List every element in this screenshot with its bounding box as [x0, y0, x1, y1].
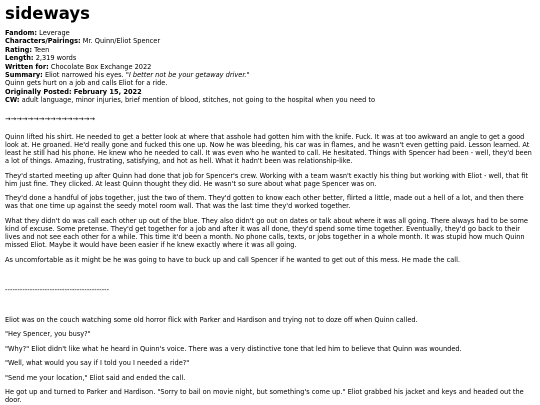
story-paragraph: Quinn lifted his shirt. He needed to get a better look at where that asshole had gotten him with the knife. Fuck. It was at too awkward an angle to get a good look at. He groaned. He'd really gone and fucked this one up. Now he was bleeding, his car was in flames, and he wasn't even getting paid. Lesson learned. At least he still had his phone. He knew who he needed to call. It was even who he wanted to call. He hesitated. Things with Spencer had been - well, they'd been a lot of things. Amazing, frustrating, satisfying, and hot as hell. What it hadn't been was relationship-like. — [5, 132, 532, 166]
story-body-part1 — [5, 133, 535, 264]
story-paragraph: "Hey Spencer, you busy?" — [5, 330, 91, 339]
story-body-part2 — [5, 316, 535, 404]
meta-length: Length: 2,319 words — [5, 54, 77, 63]
story-paragraph: They'd done a handful of jobs together, just the two of them. They'd gotten to know each other better, flirted a little, made out a hell of a lot, and then there was that one time up against the seedy motel room wall. That was the last time they'd worked together. — [5, 194, 524, 211]
meta-rating: Rating: Teen — [5, 45, 50, 54]
story-paragraph: "Why?" Eliot didn't like what he heard in Quinn's voice. There was a very distinctive tone that led him to believe that Quinn was wounded. — [5, 344, 462, 353]
meta-content-warning: CW: adult language, minor injuries, brief mention of blood, stitches, not going to the hospital when you need to — [5, 96, 375, 105]
story-paragraph: As uncomfortable as it might be he was going to have to buck up and call Spencer if he wanted to get out of this mess. He made the call. — [5, 255, 460, 264]
story-paragraph: He got up and turned to Parker and Hardison. "Sorry to bail on movie night, but something's come up." Eliot grabbed his jacket and keys and headed out the door. — [5, 388, 524, 405]
story-title: sideways — [5, 4, 90, 23]
story-paragraph: They'd started meeting up after Quinn had done that job for Spencer's crew. Working with a team wasn't exactly his thing but working with Eliot - well, that fit him just fine. They clicked. At least Quinn thought they did. He wasn't so sure about what page Spencer was on. — [5, 171, 529, 188]
meta-summary: Summary: Eliot narrowed his eyes. "I better not be your getaway driver." — [5, 71, 250, 80]
meta-written-for: Written for: Chocolate Box Exchange 2022 — [5, 62, 152, 71]
meta-summary-line2: Quinn gets hurt on a job and calls Eliot for a ride. — [5, 79, 168, 88]
section-divider-dashes: ------------------------------------------ — [5, 286, 110, 295]
section-divider-arrows: →→→→→→→→→→→→→→→→ — [5, 114, 95, 123]
story-metadata — [5, 29, 535, 105]
meta-posted: Originally Posted: February 15, 2022 — [5, 87, 142, 96]
story-paragraph: What they didn't do was call each other up out of the blue. They also didn't go out on dates or talk about where it was all going. There always had to be some kind of excuse. Some pretense. They'd get together for a job and after it was all done, they'd spend some time together. Eventually, they'd go back to their lives and not see each other for a while. This time it'd been a month. No phone calls, texts, or jobs together in a whole month. It was stupid how much Quinn missed Eliot. Maybe it would have been easier if he knew exactly where it was all going. — [5, 216, 528, 250]
story-paragraph: "Well, what would you say if I told you I needed a ride?" — [5, 359, 190, 368]
story-paragraph: Eliot was on the couch watching some old horror flick with Parker and Hardison and trying not to doze off when Quinn called. — [5, 316, 418, 325]
meta-characters: Characters/Pairings: Mr. Quinn/Eliot Spencer — [5, 37, 161, 46]
meta-fandom: Fandom: Leverage — [5, 29, 70, 37]
story-paragraph: "Send me your location," Eliot said and ended the call. — [5, 373, 186, 382]
